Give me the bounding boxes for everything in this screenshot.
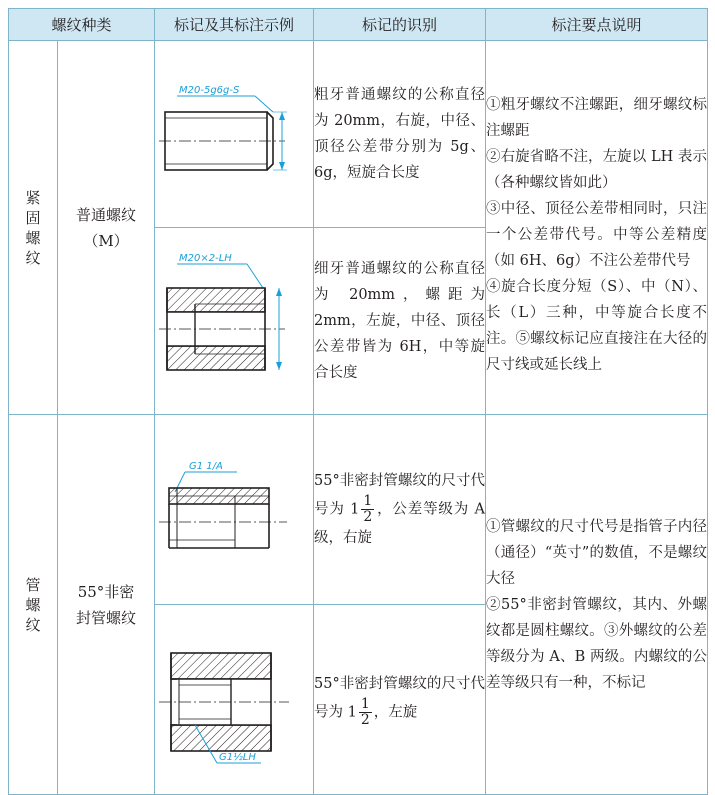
header-thread-type: 螺纹种类 <box>9 9 155 41</box>
notes-pipe: ①管螺纹的尺寸代号是指管子内径（通径）“英寸”的数值，不是螺纹大径 ②55°非密封管螺纹，其内、外螺纹都是圆柱螺纹。③外螺纹的公差等级分为 A、B 两级。内螺纹的公差等级只有一种，不标记 <box>486 415 708 795</box>
thread-mark-label: M20×2-LH <box>179 253 232 264</box>
figure-cell <box>155 41 314 228</box>
header-row <box>9 9 708 41</box>
subtype-common-thread: 普通螺纹 （M） <box>58 41 155 415</box>
subtype-pipe-thread: 55°非密 封管螺纹 <box>58 415 155 795</box>
header-notes: 标注要点说明 <box>486 9 708 41</box>
internal-thread-drawing <box>155 246 314 396</box>
recognition-text: 细牙普通螺纹的公称直径为 20mm，螺距为 2mm，左旋，中径、顶径公差带皆为 6H，中等旋合长度 <box>314 228 486 415</box>
table-row <box>9 41 708 228</box>
notes-fastening: ①粗牙螺纹不注螺距，细牙螺纹标注螺距 ②右旋省略不注，左旋以 LH 表示（各种螺纹皆如此） ③中径、顶径公差带相同时，只注一个公差带代号。中等公差精度（如 6H、6g）不注公差带代号 ④旋合长度分短（S）、中（N）、长（L）三种，中等旋合长度不注。⑤螺纹标记应直接注在大径的尺寸线或延长线上 <box>486 41 708 415</box>
figure-cell <box>155 415 314 605</box>
recognition-text: 55°非密封管螺纹的尺寸代号为 1 $\frac{1}{2}$ ，左旋 <box>314 605 486 795</box>
figure-cell <box>155 228 314 415</box>
recognition-text: 粗牙普通螺纹的公称直径为 20mm，右旋，中径、顶径公差带分别为 5g、6g，短旋合长度 <box>314 41 486 228</box>
thread-mark-label: G1 1/A <box>189 460 223 472</box>
thread-mark-label: M20-5g6g-S <box>179 85 240 96</box>
external-thread-drawing <box>155 64 314 204</box>
table-row <box>9 415 708 605</box>
recognition-text: 55°非密封管螺纹的尺寸代号为 1 $\frac{1}{2}$ ，公差等级为 A 级，右旋 <box>314 415 486 605</box>
fraction: $\frac{1}{2}$ <box>360 696 370 728</box>
thread-mark-label: G1½LH <box>219 751 256 763</box>
header-recognition: 标记的识别 <box>314 9 486 41</box>
header-example: 标记及其标注示例 <box>155 9 314 41</box>
pipe-external-thread-drawing <box>155 440 314 580</box>
category-pipe: 管 螺 纹 <box>9 415 58 795</box>
category-fastening: 紧 固 螺 纹 <box>9 41 58 415</box>
pipe-internal-thread-drawing <box>155 625 314 775</box>
fraction: $\frac{1}{2}$ <box>363 493 373 525</box>
thread-marking-table <box>8 8 708 795</box>
figure-cell <box>155 605 314 795</box>
